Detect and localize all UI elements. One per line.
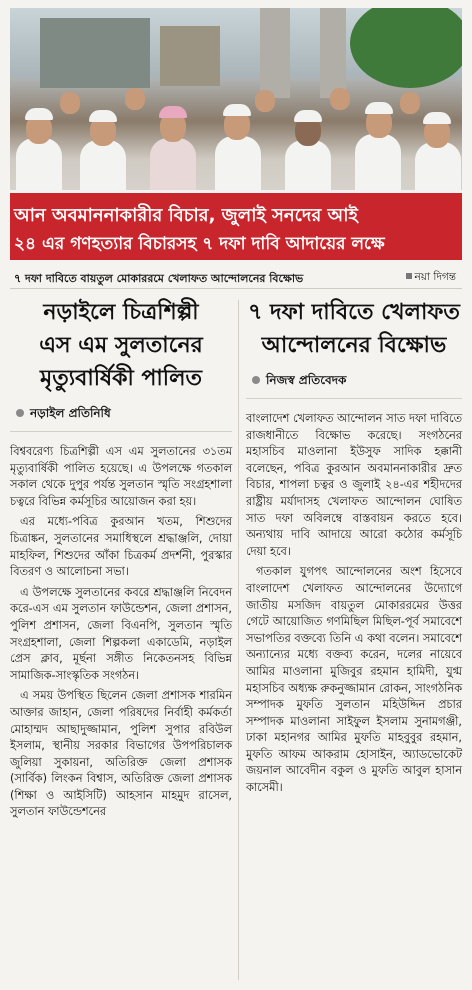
right-paragraph: গতকাল যুগপৎ আন্দোলনের অংশ হিসেবে বাংলাদেশ খেলাফত আন্দোলনের উদ্যোগে জাতীয় মসজিদ বায়তুল মোকাররমের উত্তর গেটে আয়োজিত গণমিছিল মিছিল-পূর্ব সমাবেশে সভাপতির বক্তব্যে তিনি এ কথা বলেন। সমাবেশে অন্যান্যের মধ্যে বক্তব্য করেন, দলের নায়েবে আমির মাওলানা মুজিবুর রহমান হামিদী, যুগ্ম মহাসচিব অধ্যক্ষ রুকনুজ্জামান রোকন, সাংগঠনিক সম্পাদক মুফতি সুলতান মহিউদ্দিন প্রচার সম্পাদক মাওলানা সাইফুল ইসলাম সুনামগঞ্জী, ঢাকা মহানগর আমির মুফতি মাহবুবুর রহমান, মুফতি আফম আকরাম হোসাইন, অ্যাডভোকেট জয়নাল আবেদীন বকুল ও মুফতি আবুল হাসান কাসেমী।	[246, 565, 462, 795]
right-paragraph: বাংলাদেশ খেলাফত আন্দোলন সাত দফা দাবিতে রাজধানীতে বিক্ষোভ করেছে। সংগঠনের মহাসচিব মাওলানা ইউসুফ সাদিক হক্কানী বলেছেন, পবিত্র কুরআন অবমাননাকারীর দ্রুত বিচার, শাপলা চত্বর ও জুলাই ২৪-এর শহীদদের রাষ্ট্রীয় মর্যাদাসহ খেলাফত আন্দোলন ঘোষিত সাত দফা অবিলম্বে বাস্তবায়ন করতে হবে। অন্যথায় দাবি আদায়ে আরো কঠোর কর্মসূচি দেয়া হবে।	[246, 412, 462, 558]
right-headline-line: ৭ দফা দাবিতে খেলাফত	[248, 300, 460, 325]
left-paragraph: এর মধ্যে-পবিত্র কুরআন খতম, শিশুদের চিত্রাঙ্কন, সুলতানের সমাধিস্থলে শ্রদ্ধাঞ্জলি, দোয়া মাহফিল, শিশুদের আঁকা চিত্রকর্ম প্রদর্শনী, পুরস্কার বিতরণ ও আলোচনা সভা।	[10, 515, 232, 579]
left-byline-text: নড়াইল প্রতিনিধি	[30, 406, 111, 420]
right-article-body	[246, 411, 462, 797]
byline-rule	[10, 431, 232, 432]
caption-credit	[406, 270, 456, 287]
left-paragraph: বিশ্ববরেণ্য চিত্রশিল্পী এস এম সুলতানের ৩১তম মৃত্যুবার্ষিকী পালিত হয়েছে। এ উপলক্ষে গতকাল সকাল থেকে দুপুর পর্যন্ত সুলতান স্মৃতি সংগ্রহশালা চত্বরে বিভিন্ন কর্মসূচির আয়োজন করা হয়।	[10, 445, 232, 508]
left-byline	[10, 405, 232, 425]
left-article	[10, 296, 232, 825]
banner-text-line-2: ২৪ এর গণহত্যার বিচারসহ ৭ দফা দাবি আদায়ের লক্ষে	[14, 234, 385, 254]
column-divider	[238, 300, 239, 980]
right-byline	[246, 372, 462, 392]
byline-rule	[246, 398, 462, 399]
right-headline-line: আন্দোলনের বিক্ষোভ	[261, 333, 447, 358]
bullet-dot-icon	[252, 376, 260, 384]
bullet-dot-icon	[16, 409, 24, 417]
left-headline	[10, 296, 232, 395]
left-headline-line: মৃত্যুবার্ষিকী পালিত	[39, 366, 202, 391]
left-article-body	[10, 444, 232, 821]
left-paragraph: এ সময় উপস্থিত ছিলেন জেলা প্রশাসক শারমিন আক্তার জাহান, জেলা পরিষদের নির্বাহী কর্মকর্তা মোহাম্মদ আছাদুজ্জামান, পুলিশ সুপার রবিউল ইসলাম, স্থানীয় সরকার বিভাগের উপপরিচালক জুলিয়া সুকায়না, অতিরিক্ত জেলা প্রশাসক (সার্বিক) লিংকন বিশ্বাস, অতিরিক্ত জেলা প্রশাসক (শিক্ষা ও আইসিটি) আহসান মাহমুদ রাসেল, সুলতান ফাউন্ডেশনের	[10, 689, 232, 819]
left-headline-line: নড়াইলে চিত্রশিল্পী	[43, 300, 199, 325]
news-photo	[10, 8, 462, 260]
right-article	[246, 296, 462, 801]
protest-banner	[10, 190, 462, 260]
square-bullet-icon	[406, 273, 412, 279]
right-byline-text: নিজস্ব প্রতিবেদক	[266, 373, 347, 387]
banner-text-line-1: আন অবমাননাকারীর বিচার, জুলাই সনদের আই	[14, 205, 358, 226]
photo-building	[160, 26, 220, 86]
left-paragraph: এ উপলক্ষে সুলতানের কবরে শ্রদ্ধাঞ্জলি নিবেদন করে-এস এম সুলতান ফাউন্ডেশন, জেলা প্রশাসন, পুলিশ প্রশাসন, জেলা বিএনপি, সুলতান স্মৃতি সংগ্রহশালা, জেলা শিল্পকলা একাডেমি, নড়াইল প্রেস ক্লাব, মূর্ছনা সঙ্গীত নিকেতনসহ বিভিন্ন সামাজিক-সাংস্কৃতিক সংগঠন।	[10, 585, 232, 682]
left-headline-line: এস এম সুলতানের	[39, 333, 203, 358]
caption-text: ৭ দফা দাবিতে বায়তুল মোকাররমে খেলাফত আন্দোলনের বিক্ষোভ	[14, 272, 304, 285]
caption-credit-label: নয়া দিগন্ত	[414, 271, 456, 283]
right-headline	[246, 296, 462, 362]
photo-caption	[10, 268, 462, 289]
